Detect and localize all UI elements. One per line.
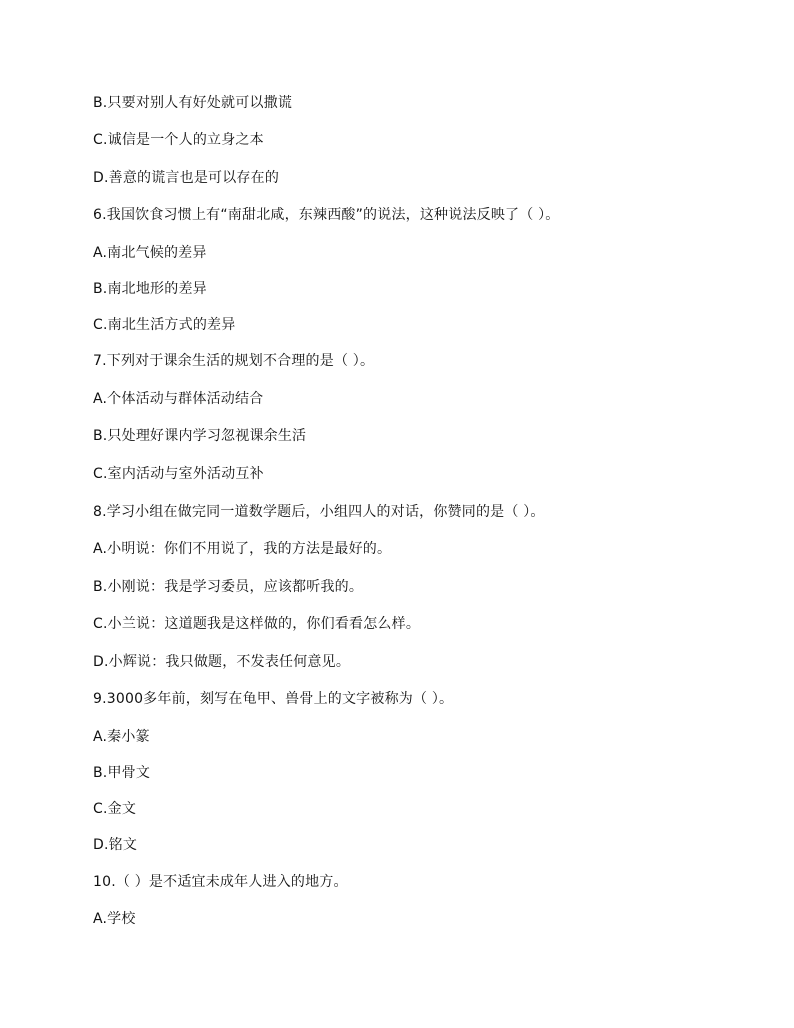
question-9: 9.3000多年前，刻写在龟甲、兽骨上的文字被称为（ ）。 xyxy=(93,691,454,707)
option-a-q9: A.秦小篆 xyxy=(93,729,150,745)
question-8: 8.学习小组在做完同一道数学题后，小组四人的对话，你赞同的是（ ）。 xyxy=(93,504,545,520)
question-10: 10.（ ）是不适宜未成年人进入的地方。 xyxy=(93,874,348,890)
option-c-q7: C.室内活动与室外活动互补 xyxy=(93,466,264,482)
option-b-q6: B.南北地形的差异 xyxy=(93,281,207,297)
option-a-q8: A.小明说：你们不用说了，我的方法是最好的。 xyxy=(93,541,392,557)
option-b-q5: B.只要对别人有好处就可以撒谎 xyxy=(93,95,293,111)
option-b-q7: B.只处理好课内学习忽视课余生活 xyxy=(93,428,307,444)
option-c-q5: C.诚信是一个人的立身之本 xyxy=(93,132,264,148)
option-b-q9: B.甲骨文 xyxy=(93,765,151,781)
question-7: 7.下列对于课余生活的规划不合理的是（ ）。 xyxy=(93,353,375,369)
option-c-q8: C.小兰说：这道题我是这样做的，你们看看怎么样。 xyxy=(93,616,421,632)
option-c-q9: C.金文 xyxy=(93,801,137,817)
option-d-q8: D.小辉说：我只做题，不发表任何意见。 xyxy=(93,654,351,670)
option-b-q8: B.小刚说：我是学习委员，应该都听我的。 xyxy=(93,579,364,595)
option-c-q6: C.南北生活方式的差异 xyxy=(93,317,236,333)
question-6: 6.我国饮食习惯上有“南甜北咸，东辣西酸”的说法，这种说法反映了（ ）。 xyxy=(93,207,560,223)
option-d-q5: D.善意的谎言也是可以存在的 xyxy=(93,170,280,186)
option-a-q6: A.南北气候的差异 xyxy=(93,245,207,261)
option-a-q7: A.个体活动与群体活动结合 xyxy=(93,391,264,407)
option-a-q10: A.学校 xyxy=(93,911,136,927)
option-d-q9: D.铭文 xyxy=(93,837,138,853)
